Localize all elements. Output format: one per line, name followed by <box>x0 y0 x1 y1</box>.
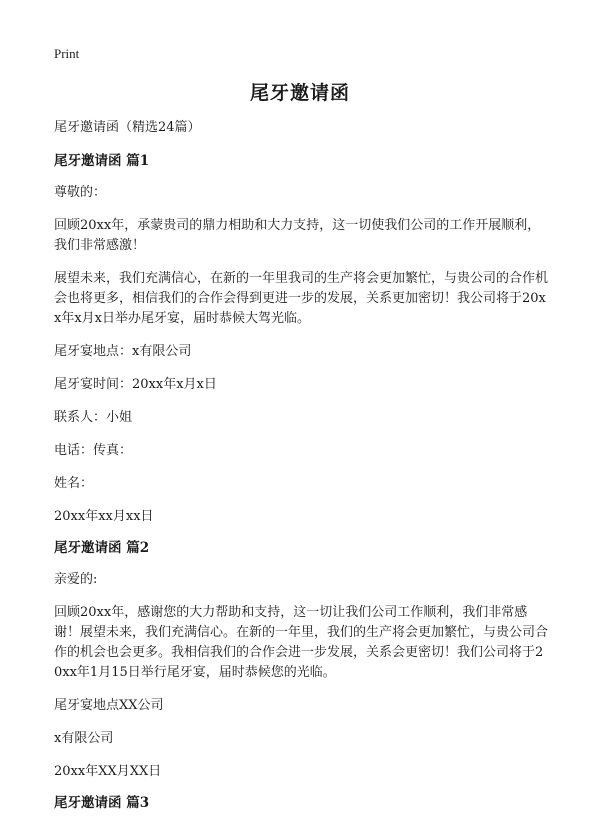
paragraph: 展望未来，我们充满信心，在新的一年里我司的生产将会更加繁忙，与贵公司的合作机会也将更多，相信我们的合作会得到更进一步的发展，关系更加密切！我公司将于20xx年x月x日举办尾牙宴，届时恭候大驾光临。 <box>54 271 549 326</box>
intro-line: 尾牙邀请函（精选24篇） <box>54 120 201 135</box>
section-heading-2: 尾牙邀请函 篇2 <box>54 540 150 556</box>
section-heading-1: 尾牙邀请函 篇1 <box>54 153 150 169</box>
document-title: 尾牙邀请函 <box>249 82 350 104</box>
greeting: 尊敬的： <box>54 185 107 200</box>
venue-line: 尾牙宴地点XX公司 <box>54 698 164 713</box>
name-line: 姓名： <box>54 476 94 491</box>
venue-line: 尾牙宴地点：x有限公司 <box>54 344 192 359</box>
contact-line: 联系人：小姐 <box>54 410 133 425</box>
section-heading-3: 尾牙邀请函 篇3 <box>54 795 150 811</box>
phone-line: 电话：传真： <box>54 443 133 458</box>
print-link[interactable]: Print <box>54 46 80 61</box>
paragraph: 回顾20xx年，承蒙贵司的鼎力相助和大力支持，这一切使我们公司的工作开展顺利，我们非常感激！ <box>54 218 541 253</box>
document-body <box>54 118 550 825</box>
date-line: 20xx年xx月xx日 <box>54 509 154 524</box>
time-line: 尾牙宴时间：20xx年x月x日 <box>54 377 217 392</box>
date-line: 20xx年XX月XX日 <box>54 764 162 779</box>
paragraph: 回顾20xx年，感谢您的大力帮助和支持，这一切让我们公司工作顺利，我们非常感谢！展望未来，我们充满信心。在新的一年里，我们的生产将会更加繁忙，与贵公司合作的机会也会更多。我相信我们的合作会进一步发展，关系会更密切！我们公司将于20xx年1月15日举行尾牙宴，届时恭候您的光临。 <box>54 605 549 680</box>
greeting: 亲爱的: <box>54 572 98 587</box>
company-line: x有限公司 <box>54 731 114 746</box>
